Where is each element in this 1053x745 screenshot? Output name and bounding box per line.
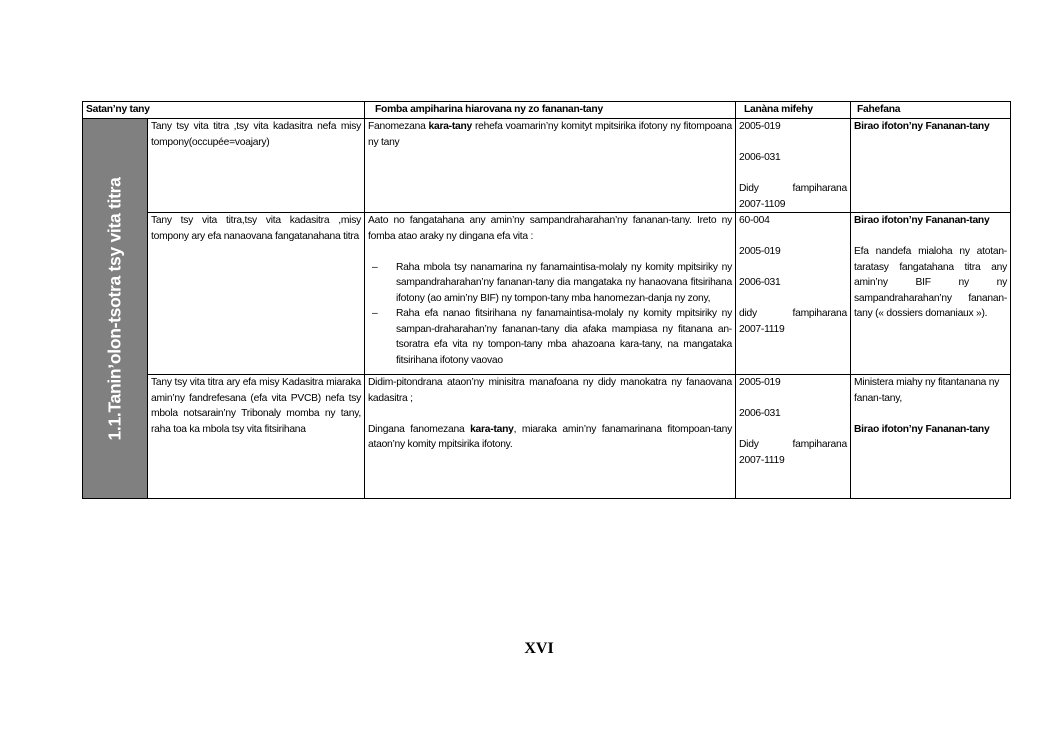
table-row: [83, 119, 1011, 213]
side-category-cell: [83, 119, 148, 499]
method-cell: [365, 213, 736, 375]
method-text-post: , miaraka amin’ny fanamarinana fitompoan-tany ataon’ny komity mpitsirika ifotony.: [368, 423, 732, 450]
land-status-cell: Tany tsy vita titra,tsy vita kadasitra ,misy tompony ary efa nanaovana fangatanahana titra: [148, 213, 365, 375]
page-number: XVI: [524, 640, 554, 657]
law-number: 2005-019: [739, 377, 781, 388]
method-line: Didim-pitondrana ataon’ny minisitra manafoana ny didy manokatra ny fanaovana kadasitra ;: [368, 377, 732, 404]
land-status-cell: Tany tsy vita titra ary efa misy Kadasitra miaraka amin’ny fandrefesana (efa vita PVCB) nefa tsy mbola notsarain’ny Tribonaly momba ny tany, raha toa ka mbola tsy vita fitsirihana: [148, 375, 365, 499]
law-cell: [736, 213, 851, 375]
law-number: 2006-031: [739, 408, 781, 419]
method-text-pre: Fanomezana: [368, 121, 429, 132]
method-text-pre: Dingana fanomezana: [368, 423, 471, 435]
decree-line: [739, 437, 847, 453]
kara-tany-term: kara-tany: [470, 423, 514, 435]
header-protection-method: Fomba ampiharina hiarovana ny zo fananan-tany: [365, 102, 736, 119]
land-status-table: [82, 101, 1011, 499]
method-list: [368, 260, 732, 369]
law-cell: [736, 375, 851, 499]
authority-note: Efa nandefa mialoha ny atotan-taratasy fangatahana titra any amin’ny BIF ny ny sampandraharahan’ny fananan-tany (« dossiers domaniaux »).: [854, 246, 1007, 319]
decree-number: 2007-1119: [739, 323, 785, 335]
header-governing-law: Lanàna mifehy: [736, 102, 851, 119]
table-row: [83, 375, 1011, 499]
list-item: – Raha efa nanao fitsirihana ny fanamaintisa-molaly ny komity mpitsiriky ny sampan-draharahan’ny fananan-tany dia afaka mampiasa ny fitanana an-tsoratra efa vita ny tompon-tany mba ahazoana kara-tany, na mangataka fitsirihana ifotony vaovao: [396, 306, 732, 368]
method-text-post: rehefa voamarin’ny komityt mpitsirika ifotony ny fitompoana ny tany: [368, 121, 732, 148]
header-authority: Fahefana: [851, 102, 1011, 119]
law-number: 2005-019: [739, 246, 781, 257]
decree-word: fampiharana: [792, 308, 847, 319]
decree-line: [739, 181, 847, 197]
law-cell: [736, 119, 851, 213]
decree-word: fampiharana: [792, 183, 847, 194]
law-number: 2006-031: [739, 152, 781, 163]
authority-cell: [851, 119, 1011, 213]
authority-cell: [851, 375, 1011, 499]
method-cell: [365, 375, 736, 499]
authority-title: Birao ifoton’ny Fananan-tany: [854, 215, 990, 226]
authority-title: Birao ifoton’ny Fananan-tany: [854, 423, 990, 435]
decree-number: 2007-1109: [739, 198, 786, 210]
authority-title: Birao ifoton’ny Fananan-tany: [854, 121, 990, 132]
law-number: 2006-031: [739, 277, 781, 288]
decree-word: fampiharana: [792, 439, 847, 450]
side-category-label: 1.1.Tanin’olon-tsotra tsy vita titra: [104, 176, 125, 441]
method-cell: [365, 119, 736, 213]
law-number: 2005-019: [739, 121, 781, 132]
table-header-row: [83, 102, 1011, 119]
authority-cell: [851, 213, 1011, 375]
decree-number: 2007-1119: [739, 454, 785, 466]
authority-line: Ministera miahy ny fitantanana ny fanan-tany,: [854, 377, 1000, 404]
kara-tany-term: kara-tany: [428, 121, 473, 132]
method-intro: Aato no fangatahana any amin’ny sampandraharahan’ny fananan-tany. Ireto ny fomba atao araky ny dingana efa vita :: [368, 215, 732, 242]
table-row: [83, 213, 1011, 375]
list-item: – Raha mbola tsy nanamarina ny fanamaintisa-molaly ny komity mpitsiriky ny sampandraharahan’ny fananan-tany dia mangataka ny hanaovana fitsirihana ifotony (ao amin’ny BIF) ny tompon-tany mba hanomezan-danja ny zony,: [396, 260, 732, 307]
decree-word: Didy: [739, 439, 759, 450]
decree-line: [739, 306, 847, 322]
decree-word: didy: [739, 308, 757, 319]
header-land-status: Satan’ny tany: [83, 102, 365, 119]
law-number: 60-004: [739, 215, 770, 226]
decree-word: Didy: [739, 183, 759, 194]
land-status-cell: Tany tsy vita titra ,tsy vita kadasitra nefa misy tompony(occupée=voajary): [148, 119, 365, 213]
